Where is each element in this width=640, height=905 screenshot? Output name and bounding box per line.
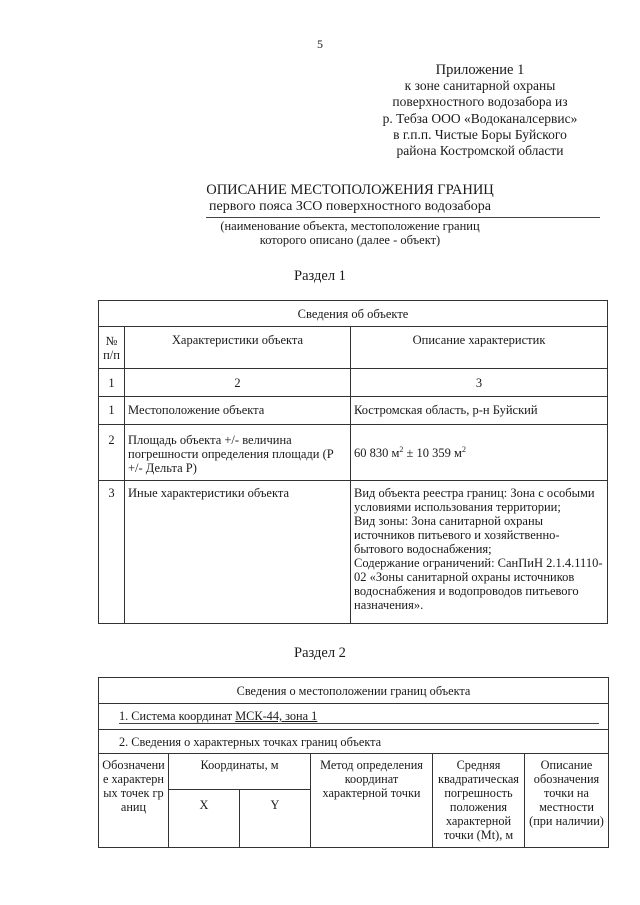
row-characteristic: Иные характеристики объекта [125, 481, 351, 624]
heading-note [180, 219, 520, 247]
appendix-line: к зоне санитарной охраны [404, 78, 556, 94]
area-value: 60 830 м [354, 445, 400, 460]
row-description [351, 425, 608, 481]
coordinate-system-label: 1. Система координат [119, 709, 236, 723]
table-row [99, 397, 608, 425]
row-description: Костромская область, р-н Буйский [351, 397, 608, 425]
column-number: 3 [351, 369, 608, 397]
note-line: (наименование объекта, местоположение границ [220, 219, 480, 233]
coordinate-system [99, 704, 609, 730]
appendix-title: Приложение 1 [435, 62, 525, 78]
column-header-number: № п/п [99, 327, 125, 369]
object-info-table [98, 300, 608, 624]
area-unit-exponent: 2 [399, 444, 404, 454]
appendix-line: поверхностного водозабора из [392, 94, 568, 110]
row-number: 3 [99, 481, 125, 624]
column-header-coordinates: Координаты, м [169, 754, 311, 790]
document-subheading: первого пояса ЗСО поверхностного водозабора [209, 199, 491, 214]
section-2-title: Раздел 2 [294, 645, 346, 661]
column-header-description: Описание характеристик [351, 327, 608, 369]
area-error: ± 10 359 м [403, 445, 462, 460]
column-header-characteristics: Характеристики объекта [125, 327, 351, 369]
column-header-x: X [169, 790, 240, 848]
column-header-point-description: Описание обозначения точки на местности (при наличии) [525, 754, 609, 848]
table-row [99, 481, 608, 624]
page-number: 5 [317, 37, 323, 51]
row-number: 1 [99, 397, 125, 425]
document-heading: ОПИСАНИЕ МЕСТОПОЛОЖЕНИЯ ГРАНИЦ [206, 182, 494, 198]
row-characteristic: Площадь объекта +/- величина погрешности определения площади (Р +/- Дельта Р) [125, 425, 351, 481]
row-characteristic: Местоположение объекта [125, 397, 351, 425]
points-caption: 2. Сведения о характерных точках границ объекта [99, 730, 609, 754]
appendix-block [360, 62, 600, 159]
table-caption: Сведения об объекте [99, 301, 608, 327]
coordinate-system-value: МСК-44, зона 1 [235, 709, 318, 723]
column-header-method: Метод определения координат характерной точки [311, 754, 433, 848]
column-number: 2 [125, 369, 351, 397]
column-number: 1 [99, 369, 125, 397]
section-1-title: Раздел 1 [294, 268, 346, 284]
table-caption: Сведения о местоположении границ объекта [99, 678, 609, 704]
note-line: которого описано (далее - объект) [259, 233, 441, 247]
row-number: 2 [99, 425, 125, 481]
column-header-point: Обозначение характерных точек границ [99, 754, 169, 848]
column-header-error: Средняя квадратическая погрешность положения характерной точки (Mt), м [433, 754, 525, 848]
table-row [99, 425, 608, 481]
column-header-y: Y [240, 790, 311, 848]
underline-rule [206, 217, 600, 218]
appendix-line: в г.п.п. Чистые Боры Буйского [393, 126, 567, 142]
appendix-line: р. Тебза ООО «Водоканалсервис» [382, 110, 578, 126]
area-unit-exponent: 2 [461, 444, 466, 454]
boundary-points-table [98, 677, 609, 848]
row-description: Вид объекта реестра границ: Зона с особыми условиями использования территории; Вид зоны: Зона санитарной охраны источников питьевого и хозяйственно-бытового водоснабжения; Содержание ограничений: СанПиН 2.1.4.1110-02 «Зоны санитарной охраны источников водоснабжения и водопроводов питьевого назначения». [351, 481, 608, 624]
appendix-line: района Костромской области [396, 143, 564, 159]
